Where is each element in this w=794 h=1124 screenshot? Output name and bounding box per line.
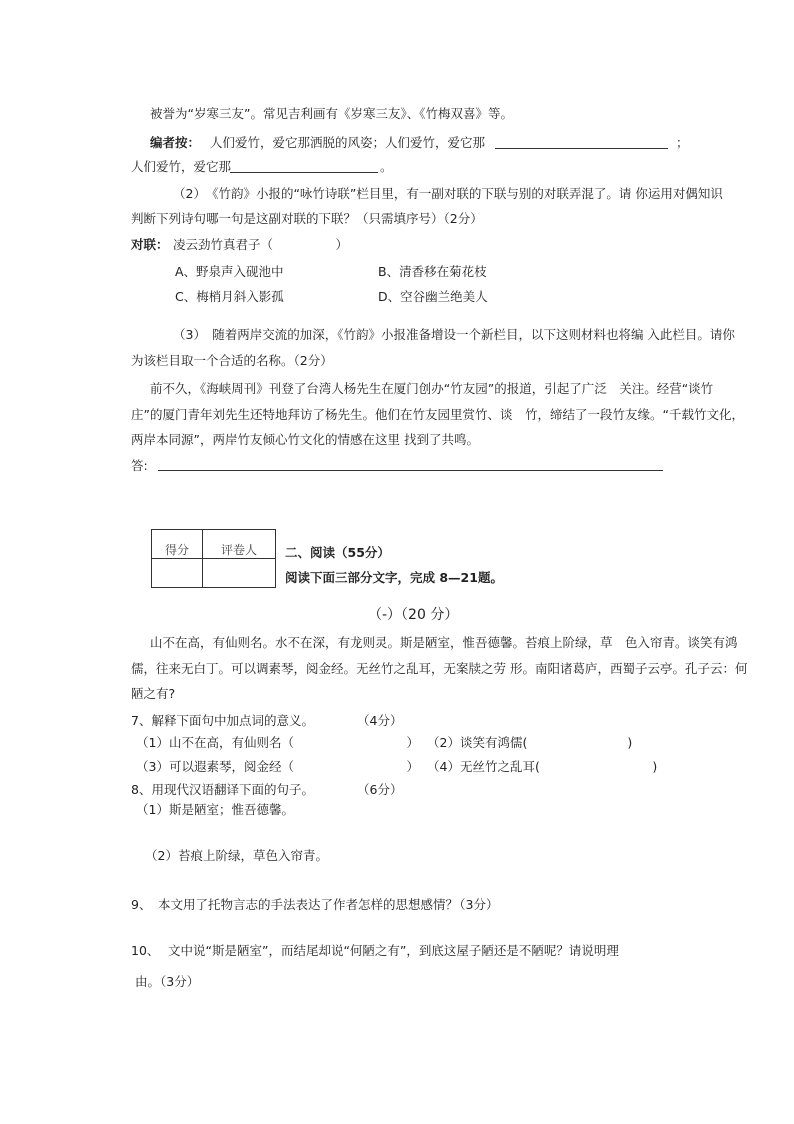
question-9-points: （3分） — [453, 897, 499, 912]
question-7-item-3: （3）可以遐素琴，阅金经（ ） — [136, 759, 419, 774]
period: 。 — [380, 159, 393, 174]
question-7-item-4: （4）无丝竹之乱耳( ) — [427, 759, 658, 774]
question-10-number: 10、 — [131, 943, 160, 958]
editor-note-text-2: 人们爱竹，爱它那 — [131, 159, 232, 174]
material-line-2: 庄”的厦门青年刘先生还特地拜访了杨先生。他们在竹友园里赏竹、谈 竹，缔结了一段竹友缘。“千载竹文化， — [131, 407, 744, 422]
editor-note-text: 人们爱竹，爱它那洒脱的风姿；人们爱竹，爱它那 — [210, 135, 486, 150]
question-3-line-1: （3） 随着两岸交流的加深，《竹韵》小报准备增设一个新栏目，以下这则材料也将编 入此栏目。请你 — [173, 327, 735, 342]
score-cell[interactable] — [152, 559, 203, 588]
grader-header: 评卷人 — [203, 530, 276, 559]
passage-line-1: 山不在高，有仙则名。水不在深，有龙则灵。斯是陋室，惟吾德馨。苔痕上阶绿，草 色入帘青。谈笑有鸿 — [150, 635, 738, 650]
section-title: 二、阅读（55分） — [285, 545, 390, 560]
question-2-line-2: 判断下列诗句哪一句是这副对联的下联？（只需填序号）（2分） — [131, 211, 483, 226]
question-7-item-1: （1）山不在高，有仙则名（ ） — [136, 735, 419, 750]
option-c: C、梅梢月斜入影孤 — [175, 289, 284, 304]
semicolon: ； — [676, 135, 689, 150]
question-2-line-1: （2） 《竹韵》小报的“咏竹诗联”栏目里，有一副对联的下联与别的对联弄混了。请 你运用对偶知识 — [173, 186, 723, 201]
answer-blank[interactable] — [158, 470, 663, 471]
question-8-item-2: （2）苔痕上阶绿，草色入帘青。 — [145, 848, 328, 863]
answer-label: 答: — [131, 458, 148, 473]
couplet-text: 凌云劲竹真君子（ ） — [173, 237, 349, 252]
part-title: （-）（20 分） — [368, 607, 459, 623]
question-7-item-2: （2）谈笑有鸿儒( ) — [427, 735, 633, 750]
answer-blank[interactable] — [230, 172, 378, 173]
couplet-label: 对联： — [131, 237, 169, 252]
section-instruction: 阅读下面三部分文字，完成 8—21题。 — [285, 570, 503, 585]
question-10-line-2: 由。（3分） — [135, 974, 200, 989]
passage-line-2: 儒，往来无白丁。可以调素琴，阅金经。无丝竹之乱耳，无案牍之劳 形。南阳诸葛庐，西蜀子云亭。孔子云：何 — [131, 661, 748, 676]
question-3-line-2: 为该栏目取一个合适的名称。（2分） — [131, 353, 333, 368]
option-a: A、野泉声入砚池中 — [175, 264, 284, 279]
material-line-1: 前不久，《海峡周刊》刊登了台湾人杨先生在厦门创办“竹友园”的报道，引起了广泛 关注。经营“谈竹 — [150, 381, 714, 396]
question-8-item-1: （1）斯是陋室；惟吾德馨。 — [136, 802, 294, 817]
option-b: B、清香移在菊花枝 — [378, 264, 487, 279]
material-line-3: 两岸本同源”，两岸竹友倾心竹文化的情感在这里 找到了共鸣。 — [131, 432, 479, 447]
editor-note-label: 编者按： — [150, 135, 201, 150]
score-header: 得分 — [152, 530, 203, 559]
question-9-text: 本文用了托物言志的手法表达了作者怎样的思想感情？ — [158, 897, 459, 912]
question-8-points: （6分） — [357, 782, 403, 797]
score-table — [151, 529, 276, 588]
intro-line: 被誉为“岁寒三友”。常见吉利画有《岁寒三友》、《竹梅双喜》等。 — [150, 106, 513, 121]
answer-blank[interactable] — [495, 148, 668, 149]
option-d: D、空谷幽兰绝美人 — [378, 289, 488, 304]
passage-line-3: 陋之有? — [131, 686, 176, 701]
grader-cell[interactable] — [203, 559, 276, 588]
question-9-number: 9、 — [131, 897, 152, 912]
question-8-title: 8、用现代汉语翻译下面的句子。 — [131, 782, 314, 797]
question-10-text: 文中说“斯是陋室”，而结尾却说“何陋之有”，到底这屋子陋还是不陋呢？请说明理 — [168, 943, 619, 958]
question-7-points: （4分） — [357, 713, 403, 728]
question-7-title: 7、解释下面句中加点词的意义。 — [131, 713, 314, 728]
